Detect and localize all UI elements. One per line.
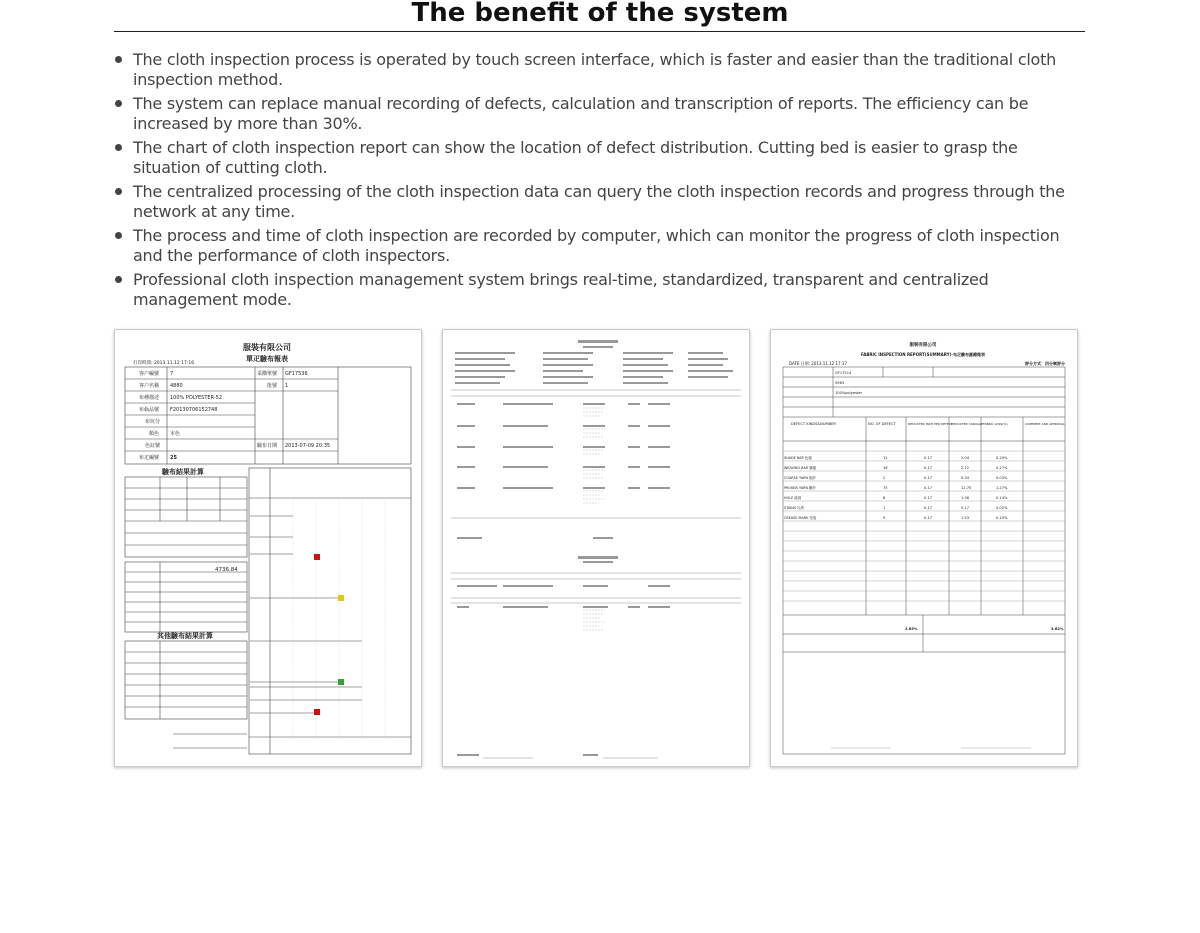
bullet-icon bbox=[115, 144, 122, 151]
defect-kind: PROKEN YARN 斷紗 bbox=[784, 486, 816, 490]
report-1-print-date: 打印時間: 2013.11.12 17:16 bbox=[133, 361, 195, 366]
page-title: The benefit of the system bbox=[411, 0, 789, 28]
col-header: COMMENT AND APPROVAL bbox=[1025, 422, 1065, 426]
col-header: DEDUCTED YARDAGE bbox=[951, 422, 984, 426]
field-label: 客户名稱 bbox=[139, 383, 160, 389]
defect-count: 1 bbox=[883, 506, 886, 510]
batch-value: 1 bbox=[285, 383, 289, 389]
benefit-item bbox=[114, 50, 1074, 90]
field-value: 本色 bbox=[170, 431, 181, 437]
defect-kind: STAINS 污漬 bbox=[784, 506, 804, 510]
defect-yardage: 0.34 bbox=[961, 476, 970, 480]
defect-kind: COARSE YARN 粗紗 bbox=[784, 476, 816, 480]
report-2-drawing bbox=[443, 330, 749, 766]
bullet-icon bbox=[115, 232, 122, 239]
benefit-text: The system can replace manual recording of defects, calculation and transcription of reports. The efficiency can be increased by more than 30%. bbox=[133, 94, 1029, 133]
order-value: GF17514 bbox=[835, 371, 852, 375]
defect-inch: 0.17 bbox=[924, 466, 933, 470]
defect-loss: 0.14% bbox=[996, 496, 1008, 500]
defect-marker-red bbox=[314, 709, 320, 715]
batch-label: 批號 bbox=[267, 383, 278, 389]
report-3-drawing bbox=[771, 330, 1077, 766]
benefit-item bbox=[114, 138, 1074, 178]
fabrication-value: 100%polyester bbox=[835, 391, 863, 395]
defect-loss: 0.15% bbox=[996, 516, 1008, 520]
order-value: GF17536 bbox=[285, 371, 308, 377]
defect-kind: CREASE MARK 死痕 bbox=[784, 516, 817, 520]
defect-kind: SHADE BAR 色檔 bbox=[784, 456, 812, 460]
benefit-item bbox=[114, 94, 1074, 134]
defect-kind: WEAVING BAR 織檔 bbox=[784, 466, 817, 470]
defect-count: 16 bbox=[883, 466, 888, 470]
benefit-item bbox=[114, 270, 1074, 310]
defect-loss: 0.27% bbox=[996, 466, 1008, 470]
bullet-icon bbox=[115, 100, 122, 107]
report-image-summary bbox=[770, 329, 1078, 767]
report-3-title: FABRIC INSPECTION REPORT(SUMMARY)-布疋驗布匯總報表 bbox=[860, 352, 986, 357]
benefit-text: Professional cloth inspection management system brings real-time, standardized, transparent and centralized management mode. bbox=[133, 270, 989, 309]
report-image-single-roll bbox=[114, 329, 422, 767]
report-1-company: 服裝有限公司 bbox=[243, 343, 291, 352]
defect-yardage: 2.04 bbox=[961, 456, 970, 460]
field-label: 顏色 bbox=[149, 431, 160, 437]
defect-count: 9 bbox=[883, 516, 886, 520]
defect-yardage: 2.72 bbox=[961, 466, 970, 470]
check-date-value: 2013-07-09 20:35 bbox=[285, 443, 331, 449]
defect-yardage: 0.17 bbox=[961, 506, 970, 510]
loss-style: 2.65% bbox=[905, 627, 918, 631]
defect-inch: 0.17 bbox=[924, 506, 933, 510]
total-loss: 3.62% bbox=[1051, 627, 1064, 631]
check-date-label: 驗布日期 bbox=[257, 443, 278, 449]
client-value: 5963 bbox=[835, 381, 845, 385]
col-header: DEDUCTED INCH PER DEFECT bbox=[908, 422, 953, 426]
field-label: 布坑分 bbox=[145, 419, 161, 425]
defect-loss: 0.02% bbox=[996, 506, 1008, 510]
benefit-list bbox=[114, 50, 1074, 314]
field-label: 布倫品號 bbox=[139, 407, 160, 413]
defect-count: 12 bbox=[883, 456, 888, 460]
defect-yardage: 1.53 bbox=[961, 516, 970, 520]
defect-inch: 0.17 bbox=[924, 486, 933, 490]
bullet-icon bbox=[115, 188, 122, 195]
defect-loss: 0.20% bbox=[996, 456, 1008, 460]
report-1-drawing bbox=[115, 330, 421, 766]
field-label: 色缸號 bbox=[145, 443, 161, 449]
report-1-subtitle: 單疋驗布報表 bbox=[246, 355, 288, 363]
field-label: 布種描述 bbox=[139, 395, 160, 401]
bullet-icon bbox=[115, 56, 122, 63]
field-value: 4880 bbox=[170, 383, 183, 389]
report-3-date: DATE 日期: 2013.11.12 17:17 bbox=[789, 361, 847, 366]
benefit-text: The centralized processing of the cloth inspection data can query the cloth inspection records and progress through the network at any time. bbox=[133, 182, 1065, 221]
field-value: F20130706152748 bbox=[170, 407, 218, 413]
defect-count: 75 bbox=[883, 486, 888, 490]
defect-count: 8 bbox=[883, 496, 886, 500]
defect-yardage: 12.75 bbox=[961, 486, 972, 490]
col-header: NO. OF DEFECT bbox=[868, 422, 896, 426]
defect-yardage: 1.36 bbox=[961, 496, 970, 500]
col-header: FABRIC LOSS(%) bbox=[983, 422, 1008, 426]
defect-inch: 0.17 bbox=[924, 476, 933, 480]
field-label: 布疋編號 bbox=[139, 455, 160, 461]
benefit-text: The cloth inspection process is operated by touch screen interface, which is faster and easier than the traditional cloth inspection method. bbox=[133, 50, 1057, 89]
field-value: 100% POLYESTER-52 bbox=[170, 395, 222, 401]
defect-loss: 0.03% bbox=[996, 476, 1008, 480]
defect-inch: 0.17 bbox=[924, 496, 933, 500]
defect-inch: 0.17 bbox=[924, 516, 933, 520]
col-header: DEFECT KINDS&NUMBER bbox=[791, 422, 836, 426]
field-value: 7 bbox=[170, 371, 174, 377]
defect-count: 2 bbox=[883, 476, 886, 480]
field-value: 25 bbox=[170, 455, 177, 461]
total-points: 4736.84 bbox=[215, 567, 238, 573]
bullet-icon bbox=[115, 276, 122, 283]
benefit-item bbox=[114, 226, 1074, 266]
benefit-text: The chart of cloth inspection report can show the location of defect distribution. Cutting bed is easier to grasp the situation of cutting cloth. bbox=[133, 138, 1018, 177]
calc-title: 驗布結果計算 bbox=[162, 468, 204, 476]
defect-marker-yellow bbox=[338, 595, 344, 601]
defect-inch: 0.17 bbox=[924, 456, 933, 460]
benefit-text: The process and time of cloth inspection are recorded by computer, which can monitor the progress of cloth inspection and the performance of cloth inspectors. bbox=[133, 226, 1060, 265]
field-label: 客户編號 bbox=[139, 371, 160, 377]
title-divider bbox=[114, 31, 1085, 32]
defect-marker-green bbox=[338, 679, 344, 685]
report-3-method: 評分方式：四分制評分 bbox=[1025, 361, 1065, 366]
defect-kind: HOLE 破洞 bbox=[784, 496, 802, 500]
defect-loss: 1.27% bbox=[996, 486, 1008, 490]
other-title: 其他驗布結果計算 bbox=[157, 632, 213, 640]
report-3-company: 服裝有限公司 bbox=[909, 343, 937, 348]
order-label: 采購單號 bbox=[257, 371, 278, 377]
defect-marker-red bbox=[314, 554, 320, 560]
report-image-detail bbox=[442, 329, 750, 767]
benefit-item bbox=[114, 182, 1074, 222]
